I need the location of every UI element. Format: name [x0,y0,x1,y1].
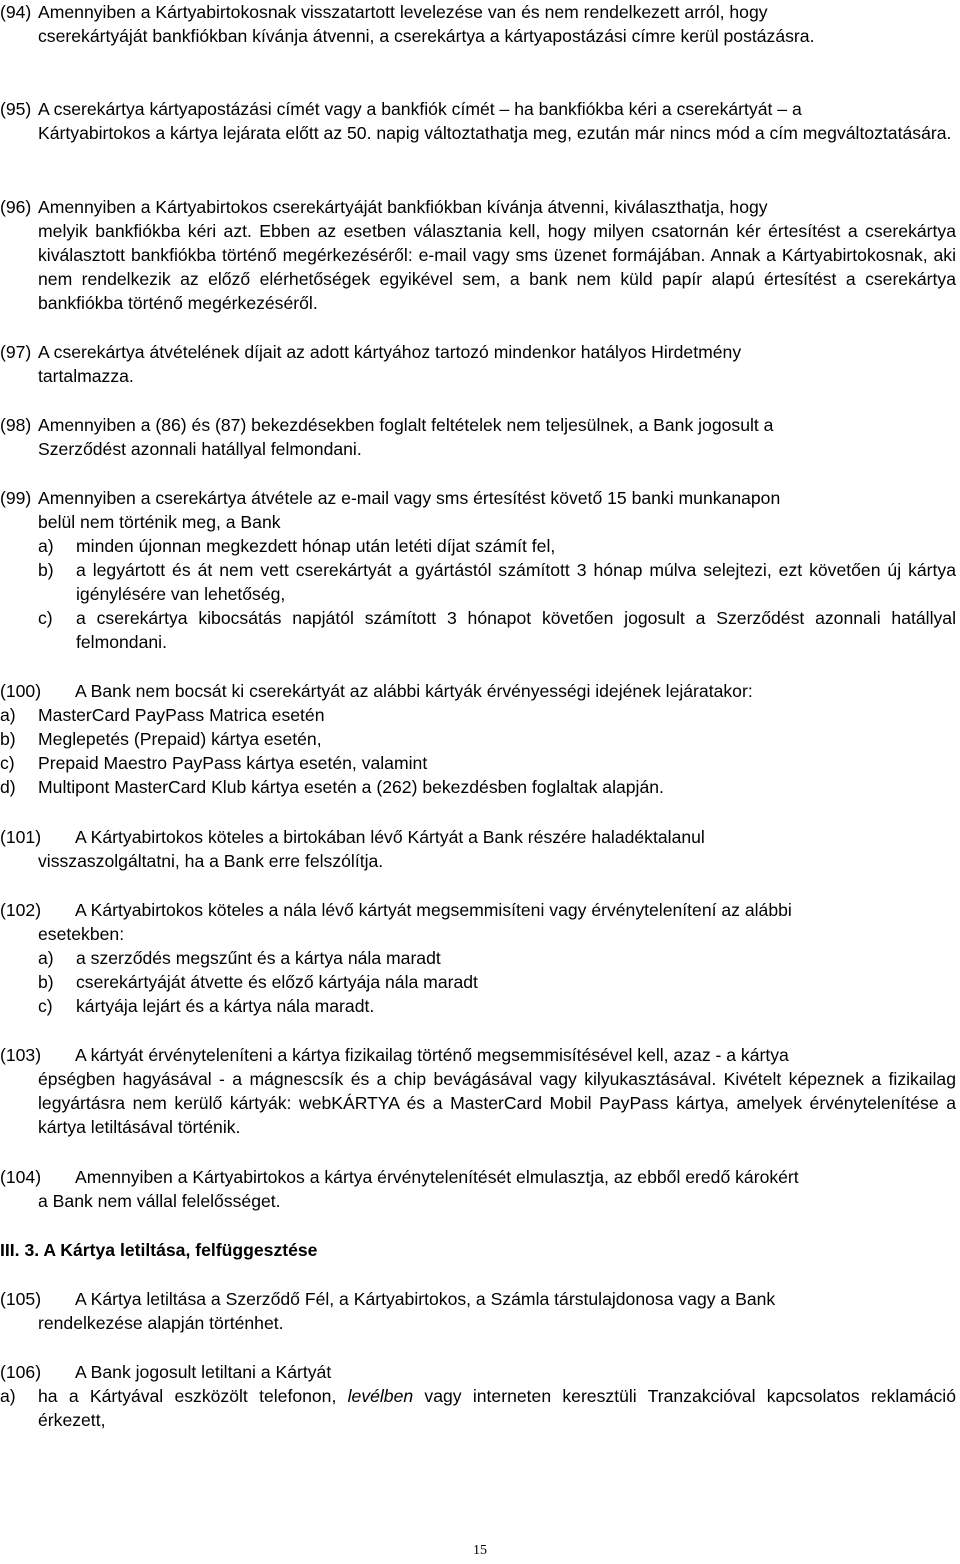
paragraph-continuation: Kártyabirtokos a kártya lejárata előtt az 50. napig változtathatja meg, ezután már nincs mód a cím megváltoztatására. [38,123,952,143]
list-item [38,534,956,558]
list-item-label: b) [0,729,16,749]
list-item-text: minden újonnan megkezdett hónap után letéti díjat számít fel, [76,536,556,556]
paragraph-102 [0,898,956,1018]
paragraph-number: (102) [0,900,42,920]
paragraph-text: Amennyiben a Kártyabirtokos a kártya érvénytelenítését elmulasztja, az ebből eredő károkért [75,1167,799,1187]
paragraph-text: A kártyát érvényteleníteni a kártya fizikailag történő megsemmisítésével kell, azaz - a kártya [75,1045,789,1065]
paragraph-95 [0,97,956,145]
paragraph-94 [0,0,956,48]
paragraph-104 [0,1165,956,1213]
section-heading: III. 3. A Kártya letiltása, felfüggesztése [0,1240,318,1260]
paragraph-101 [0,825,956,873]
paragraph-text: Amennyiben a Kártyabirtokos cserekártyáját bankfiókban kívánja átvenni, kiválaszthatja, hogy [38,197,768,217]
paragraph-number: (104) [0,1167,42,1187]
list-item-text-part: vagy interneten keresztüli Tranzakcióval kapcsolatos reklamáció érkezett, [38,1386,956,1430]
paragraph-number: (97) [0,342,32,362]
list-item [38,970,956,994]
list-item-text: cserekártyáját átvette és előző kártyája nála maradt [76,972,478,992]
paragraph-text: A cserekártya kártyapostázási címét vagy a bankfiók címét – ha bankfiókba kéri a cserekártyát – a [38,99,802,119]
paragraph-number: (98) [0,415,32,435]
paragraph-continuation: melyik bankfiókba kéri azt. Ebben az esetben választania kell, hogy milyen csatornán kér értesítést a cserekártya kiválasztott bankfiókba történő megérkezéséről: e-mail vagy sms üzenet formájában. Annak a Kártyabirtokosnak, aki nem rendelkezik az előző elérhetőségek egyikével sem, a bank nem küld papír alapú értesítést a cserekártya bankfiókba történő megérkezéséről. [38,221,956,313]
paragraph-text: A Kártyabirtokos köteles a birtokában lévő Kártyát a Bank részére haladéktalanul [75,827,705,847]
paragraph-97 [0,340,956,388]
paragraph-number: (94) [0,2,32,22]
list-item-text: Multipont MasterCard Klub kártya esetén a (262) bekezdésben foglaltak alapján. [38,777,664,797]
list-item-text: Meglepetés (Prepaid) kártya esetén, [38,729,322,749]
paragraph-number: (101) [0,827,42,847]
page-number: 15 [473,1543,487,1558]
paragraph-105 [0,1287,956,1335]
list-item [38,994,956,1018]
paragraph-number: (95) [0,99,32,119]
list-item [0,775,956,799]
list-item-label: c) [0,753,15,773]
list-item [38,946,956,970]
paragraph-100 [0,679,956,799]
list-item-text-part: ha a Kártyával eszközölt telefonon, [38,1386,348,1406]
list-item-label: a) [38,536,54,556]
paragraph-continuation: visszaszolgáltatni, ha a Bank erre felszólítja. [38,851,384,871]
list-item [38,558,956,606]
paragraph-text: Amennyiben a cserekártya átvétele az e-mail vagy sms értesítést követő 15 banki munkanapon [38,488,781,508]
paragraph-number: (100) [0,681,42,701]
list-item-text: MasterCard PayPass Matrica esetén [38,705,325,725]
paragraph-text: A cserekártya átvételének díjait az adott kártyához tartozó mindenkor hatályos Hirdetmény [38,342,742,362]
paragraph-continuation: épségben hagyásával - a mágnescsík és a chip bevágásával vagy kilyukasztásával. Kivételt képeznek a fizikailag legyártásra nem kerülő kártyák: webKÁRTYA és a MasterCard Mobil PayPass kártya, amelyek érvénytelenítése a kártya letiltásával történik. [38,1069,956,1137]
paragraph-text: Amennyiben a (86) és (87) bekezdésekben foglalt feltételek nem teljesülnek, a Bank jogosult a [38,415,774,435]
list-item-text: a szerződés megszűnt és a kártya nála maradt [76,948,441,968]
paragraph-continuation: esetekben: [38,924,125,944]
list-item-label: a) [38,948,54,968]
paragraph-number: (105) [0,1289,42,1309]
list-item-italic-word: levélben [347,1386,414,1406]
list-item-label: b) [38,560,54,580]
paragraph-continuation: a Bank nem vállal felelősséget. [38,1191,281,1211]
list-item-label: c) [38,608,53,628]
paragraph-text: A Kártyabirtokos köteles a nála lévő kártyát megsemmisíteni vagy érvénytelenítení az alábbi [75,900,792,920]
paragraph-continuation: cserekártyáját bankfiókban kívánja átvenni, a cserekártya a kártyapostázási címre kerül postázásra. [38,26,815,46]
list-item-text: a legyártott és át nem vett cserekártyát a gyártástól számított 3 hónap múlva selejtezi, ezt követően új kártya igénylésére van lehetőség, [76,560,956,604]
paragraph-text: A Bank nem bocsát ki cserekártyát az alábbi kártyák érvényességi idejének lejáratakor: [75,681,753,701]
paragraph-continuation: belül nem történik meg, a Bank [38,512,281,532]
paragraph-text: A Bank jogosult letiltani a Kártyát [75,1362,332,1382]
list-item-label: a) [0,1386,16,1406]
paragraph-text: A Kártya letiltása a Szerződő Fél, a Kártyabirtokos, a Számla társtulajdonosa vagy a Bank [75,1289,776,1309]
paragraph-text: Amennyiben a Kártyabirtokosnak visszatartott levelezése van és nem rendelkezett arról, hogy [38,2,768,22]
paragraph-continuation: rendelkezése alapján történhet. [38,1313,284,1333]
paragraph-103 [0,1043,956,1139]
list-item-text: a cserekártya kibocsátás napjától számított 3 hónapot követően jogosult a Szerződést azonnali hatállyal felmondani. [76,608,956,652]
paragraph-98 [0,413,956,461]
paragraph-number: (106) [0,1362,42,1382]
list-item [0,727,956,751]
paragraph-number: (99) [0,488,32,508]
list-item [0,1384,956,1432]
list-item-label: d) [0,777,16,797]
list-item-text: kártyája lejárt és a kártya nála maradt. [76,996,375,1016]
list-item-label: c) [38,996,53,1016]
list-item-label: a) [0,705,16,725]
paragraph-continuation: tartalmazza. [38,366,134,386]
list-item [38,606,956,654]
list-item-label: b) [38,972,54,992]
paragraph-number: (96) [0,197,32,217]
list-item-text: Prepaid Maestro PayPass kártya esetén, valamint [38,753,428,773]
paragraph-number: (103) [0,1045,42,1065]
list-item-text [38,1384,956,1432]
list-item [0,703,956,727]
paragraph-99 [0,486,956,654]
list-item [0,751,956,775]
paragraph-continuation: Szerződést azonnali hatállyal felmondani. [38,439,362,459]
paragraph-106 [0,1360,956,1432]
paragraph-96 [0,195,956,315]
